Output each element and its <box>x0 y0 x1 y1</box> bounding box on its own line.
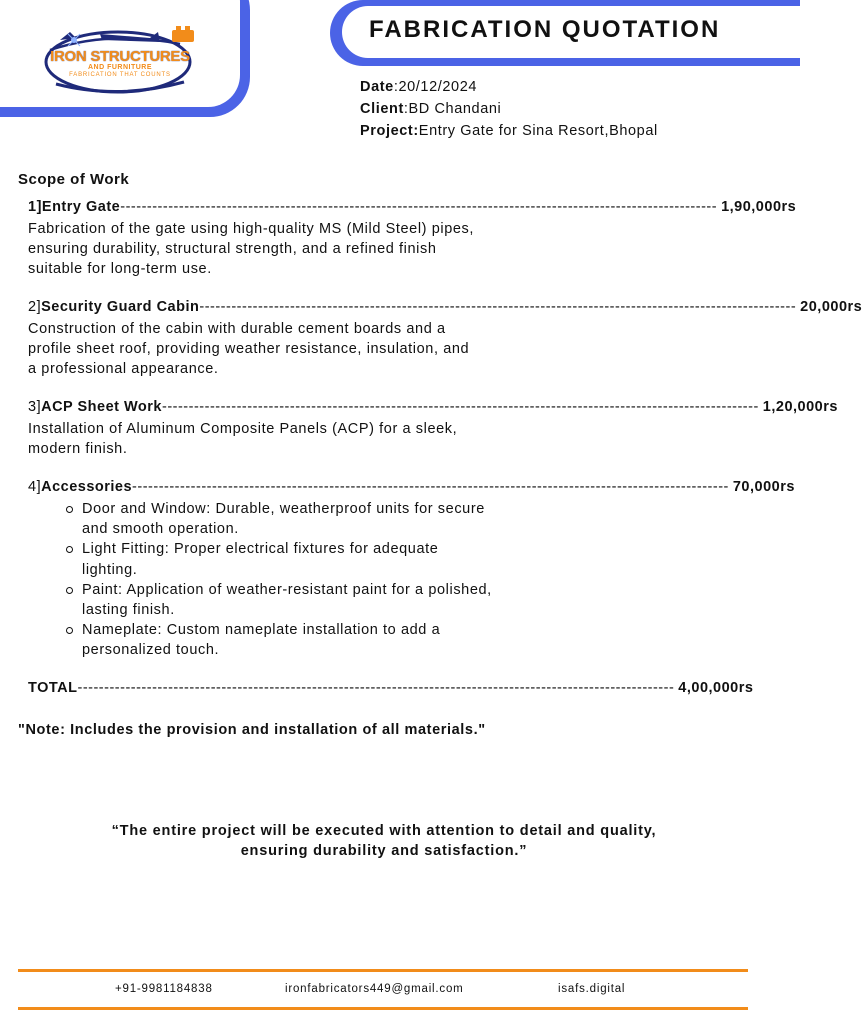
accessories-list <box>60 499 622 661</box>
item-name: Accessories <box>41 479 133 495</box>
list-item: Light Fitting: Proper electrical fixtures for adequate lighting. <box>82 539 622 579</box>
date-label: Date <box>360 79 394 95</box>
logo-tagline: FABRICATION THAT COUNTS <box>69 72 171 78</box>
line-item-security-cabin <box>28 299 862 315</box>
item-description <box>28 219 588 280</box>
item-number: 4] <box>28 479 42 495</box>
footer-divider-bottom <box>18 1007 748 1010</box>
project-value: Entry Gate for Sina Resort,Bhopal <box>418 123 658 139</box>
date-value: :20/12/2024 <box>393 79 478 95</box>
footer-email[interactable]: ironfabricators449@gmail.com <box>285 983 464 995</box>
logo-subtitle: AND FURNITURE <box>87 64 153 71</box>
logo-name: IRON STRUCTURES <box>50 48 190 65</box>
list-item: Door and Window: Durable, weatherproof units for secure and smooth operation. <box>82 499 622 539</box>
total-price: 4,00,000rs <box>678 680 754 696</box>
dash-leader: ---------------------------------------------------------------------------------------------------------------- <box>120 199 718 215</box>
dash-leader: ---------------------------------------------------------------------------------------------------------------- <box>199 299 797 315</box>
list-item: Nameplate: Custom nameplate installation to add a personalized touch. <box>82 620 622 660</box>
list-item: Paint: Application of weather-resistant paint for a polished, lasting finish. <box>82 580 622 620</box>
item-name: Entry Gate <box>41 199 121 215</box>
dash-leader: ---------------------------------------------------------------------------------------------------------------- <box>161 399 759 415</box>
desc-line: a professional appearance. <box>28 361 219 378</box>
scope-heading: Scope of Work <box>18 171 130 188</box>
date-line <box>360 79 477 95</box>
desc-line: ensuring durability, structural strength, and a refined finish <box>28 241 437 258</box>
line-item-acp-sheet <box>28 399 838 415</box>
item-price: 1,20,000rs <box>762 399 838 415</box>
dash-leader: ---------------------------------------------------------------------------------------------------------------- <box>132 479 729 495</box>
desc-line: Fabrication of the gate using high-quality MS (Mild Steel) pipes, <box>28 221 475 237</box>
quote-line: ensuring durability and satisfaction.” <box>240 843 528 859</box>
footer-phone[interactable]: +91-9981184838 <box>115 983 213 995</box>
line-item-entry-gate <box>28 199 797 215</box>
desc-line: Construction of the cabin with durable cement boards and a <box>28 321 446 337</box>
client-line <box>360 101 501 117</box>
total-line <box>28 680 754 696</box>
quote-line: “The entire project will be executed with attention to detail and quality, <box>111 823 657 839</box>
desc-line: Installation of Aluminum Composite Panels (ACP) for a sleek, <box>28 421 458 437</box>
item-name: ACP Sheet Work <box>41 399 162 415</box>
project-label: Project: <box>360 123 419 139</box>
closing-quote <box>40 821 728 861</box>
total-label: TOTAL <box>28 680 78 696</box>
item-price: 20,000rs <box>800 299 862 315</box>
footer-divider-top <box>18 969 748 972</box>
client-value: :BD Chandani <box>403 101 502 117</box>
footer-website[interactable]: isafs.digital <box>558 983 626 995</box>
item-price: 1,90,000rs <box>721 199 797 215</box>
item-number: 2] <box>28 299 42 315</box>
project-line <box>360 123 658 139</box>
item-name: Security Guard Cabin <box>41 299 200 315</box>
desc-line: modern finish. <box>28 441 128 458</box>
item-price: 70,000rs <box>732 479 795 495</box>
client-label: Client <box>360 101 404 117</box>
desc-line: profile sheet roof, providing weather resistance, insulation, and <box>28 341 470 358</box>
item-number: 1] <box>28 199 42 215</box>
note: "Note: Includes the provision and installation of all materials." <box>18 722 486 738</box>
document-title: FABRICATION QUOTATION <box>369 16 721 43</box>
item-number: 3] <box>28 399 42 415</box>
dash-leader: ---------------------------------------------------------------------------------------------------------------- <box>77 680 675 696</box>
item-description <box>28 419 588 459</box>
desc-line: suitable for long-term use. <box>28 261 212 278</box>
item-description <box>28 319 588 380</box>
line-item-accessories <box>28 479 795 495</box>
